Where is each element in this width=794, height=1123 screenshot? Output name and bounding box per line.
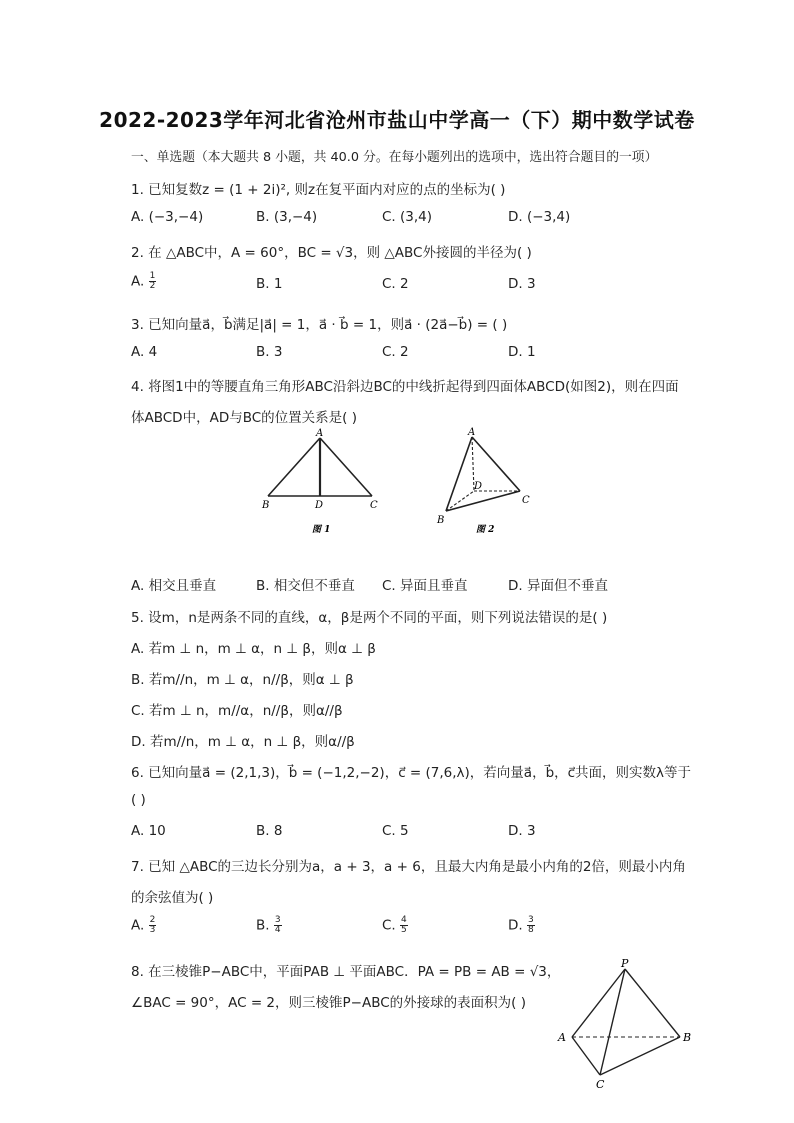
section-header: 一、单选题（本大题共 8 小题，共 40.0 分。在每小题列出的选项中，选出符合题目的一项） bbox=[131, 150, 658, 165]
q7-b-denominator: 4 bbox=[274, 925, 281, 935]
fig2-label-c: C bbox=[522, 495, 530, 506]
fig1-edge-ac bbox=[320, 438, 372, 496]
q1-option-a: A. (−3,−4) bbox=[131, 209, 204, 225]
q7-b-numerator: 3 bbox=[274, 915, 281, 925]
fig2-label-b: B bbox=[437, 515, 445, 526]
q7-option-a-label: A. bbox=[131, 917, 145, 934]
q7-option-a-fraction bbox=[149, 916, 157, 935]
fig1-label-c: C bbox=[370, 500, 378, 511]
q4-figure-1 bbox=[258, 428, 388, 538]
q7-stem-line1: 7. 已知 △ABC的三边长分别为a，a + 3，a + 6，且最大内角是最小内角的2倍，则最小内角 bbox=[131, 859, 686, 875]
q8-label-b: B bbox=[683, 1031, 692, 1044]
fig1-label-d: D bbox=[315, 500, 324, 511]
q6-stem-line1: 6. 已知向量a⃗ = (2,1,3)，b⃗ = (−1,2,−2)，c⃗ = (7,6,λ)，若向量a⃗，b⃗，c⃗共面，则实数λ等于 bbox=[131, 765, 692, 781]
q2-option-a-fraction bbox=[149, 272, 157, 291]
q7-option-b-fraction bbox=[274, 916, 282, 935]
q7-d-denominator: 8 bbox=[527, 925, 534, 935]
fig1-label-b: B bbox=[262, 500, 270, 511]
q5-option-c: C. 若m ⊥ n，m//α，n//β，则α//β bbox=[131, 703, 343, 719]
q8-edge-cb bbox=[600, 1037, 680, 1075]
q7-a-numerator: 2 bbox=[149, 915, 156, 925]
q6-option-a: A. 10 bbox=[131, 823, 166, 839]
q1-option-d: D. (−3,4) bbox=[508, 209, 571, 225]
fig1-caption: 图 1 bbox=[312, 525, 331, 535]
q3-option-b: B. 3 bbox=[256, 344, 283, 360]
q2-a-denominator: 2 bbox=[149, 281, 156, 291]
q5-option-d: D. 若m//n，m ⊥ α，n ⊥ β，则α//β bbox=[131, 734, 355, 750]
q3-option-a: A. 4 bbox=[131, 344, 158, 360]
q1-stem: 1. 已知复数z = (1 + 2i)², 则z在复平面内对应的点的坐标为( ) bbox=[131, 182, 506, 198]
q3-option-d: D. 1 bbox=[508, 344, 536, 360]
q7-stem-line2: 的余弦值为( ) bbox=[131, 890, 214, 906]
q1-option-c: C. (3,4) bbox=[382, 209, 433, 225]
q2-option-c: C. 2 bbox=[382, 276, 409, 292]
q7-option-c-label: C. bbox=[382, 917, 396, 934]
q5-option-b: B. 若m//n，m ⊥ α，n//β，则α ⊥ β bbox=[131, 672, 354, 688]
q6-option-b: B. 8 bbox=[256, 823, 283, 839]
q6-option-d: D. 3 bbox=[508, 823, 536, 839]
q2-option-a-label: A. bbox=[131, 273, 145, 290]
q2-option-a bbox=[131, 272, 156, 291]
q4-stem-line1: 4. 将图1中的等腰直角三角形ABC沿斜边BC的中线折起得到四面体ABCD(如图2)，则在四面 bbox=[131, 379, 679, 395]
q4-option-a: A. 相交且垂直 bbox=[131, 578, 217, 594]
q8-stem-line1: 8. 在三棱锥P−ABC中，平面PAB ⊥ 平面ABC．PA = PB = AB = √3， bbox=[131, 964, 561, 980]
q1-option-b: B. (3,−4) bbox=[256, 209, 318, 225]
q2-stem: 2. 在 △ABC中，A = 60°，BC = √3，则 △ABC外接圆的半径为( ) bbox=[131, 245, 532, 261]
q5-option-a: A. 若m ⊥ n，m ⊥ α，n ⊥ β，则α ⊥ β bbox=[131, 641, 376, 657]
q7-option-d bbox=[508, 916, 535, 935]
q7-option-b bbox=[256, 916, 282, 935]
fig2-edge-bc bbox=[446, 491, 520, 511]
q6-option-c: C. 5 bbox=[382, 823, 409, 839]
q6-stem-line2: ( ) bbox=[131, 792, 146, 808]
q4-figure-2 bbox=[432, 425, 542, 537]
q8-stem-line2: ∠BAC = 90°，AC = 2，则三棱锥P−ABC的外接球的表面积为( ) bbox=[131, 995, 526, 1011]
q7-c-denominator: 5 bbox=[401, 925, 407, 935]
q7-option-a bbox=[131, 916, 156, 935]
q2-a-numerator: 1 bbox=[149, 271, 156, 281]
q7-d-numerator: 3 bbox=[527, 915, 534, 925]
q7-c-numerator: 4 bbox=[401, 915, 407, 925]
q4-stem-line2: 体ABCD中，AD与BC的位置关系是( ) bbox=[131, 410, 357, 426]
fig2-caption: 图 2 bbox=[476, 525, 495, 535]
q7-a-denominator: 3 bbox=[149, 925, 156, 935]
q8-label-c: C bbox=[596, 1078, 605, 1091]
fig2-edge-ab bbox=[446, 437, 472, 511]
q4-option-c: C. 异面且垂直 bbox=[382, 578, 468, 594]
q8-edge-ac bbox=[572, 1037, 600, 1075]
q2-option-d: D. 3 bbox=[508, 276, 536, 292]
q3-option-c: C. 2 bbox=[382, 344, 409, 360]
fig2-label-a: A bbox=[468, 427, 476, 438]
fig1-edge-ab bbox=[268, 438, 320, 496]
fig1-label-a: A bbox=[316, 428, 324, 439]
q5-stem: 5. 设m，n是两条不同的直线，α，β是两个不同的平面，则下列说法错误的是( ) bbox=[131, 610, 608, 626]
q4-option-d: D. 异面但不垂直 bbox=[508, 578, 608, 594]
q7-option-b-label: B. bbox=[256, 917, 270, 934]
q4-option-b: B. 相交但不垂直 bbox=[256, 578, 355, 594]
q8-label-p: P bbox=[621, 957, 629, 970]
fig2-label-d: D bbox=[474, 481, 483, 492]
q2-option-b: B. 1 bbox=[256, 276, 283, 292]
q7-option-d-fraction bbox=[527, 916, 535, 935]
q7-option-c-fraction bbox=[400, 916, 408, 935]
q8-edge-pb bbox=[625, 969, 680, 1037]
q3-stem: 3. 已知向量a⃗，b⃗满足|a⃗| = 1，a⃗ · b⃗ = 1，则a⃗ · (2a⃗−b⃗) = ( ) bbox=[131, 317, 508, 333]
q7-option-c bbox=[382, 916, 408, 935]
exam-title: 2022-2023学年河北省沧州市盐山中学高一（下）期中数学试卷 bbox=[99, 108, 695, 132]
q8-tetrahedron-figure bbox=[552, 955, 702, 1095]
q7-option-d-label: D. bbox=[508, 917, 523, 934]
q8-label-a: A bbox=[558, 1031, 566, 1044]
